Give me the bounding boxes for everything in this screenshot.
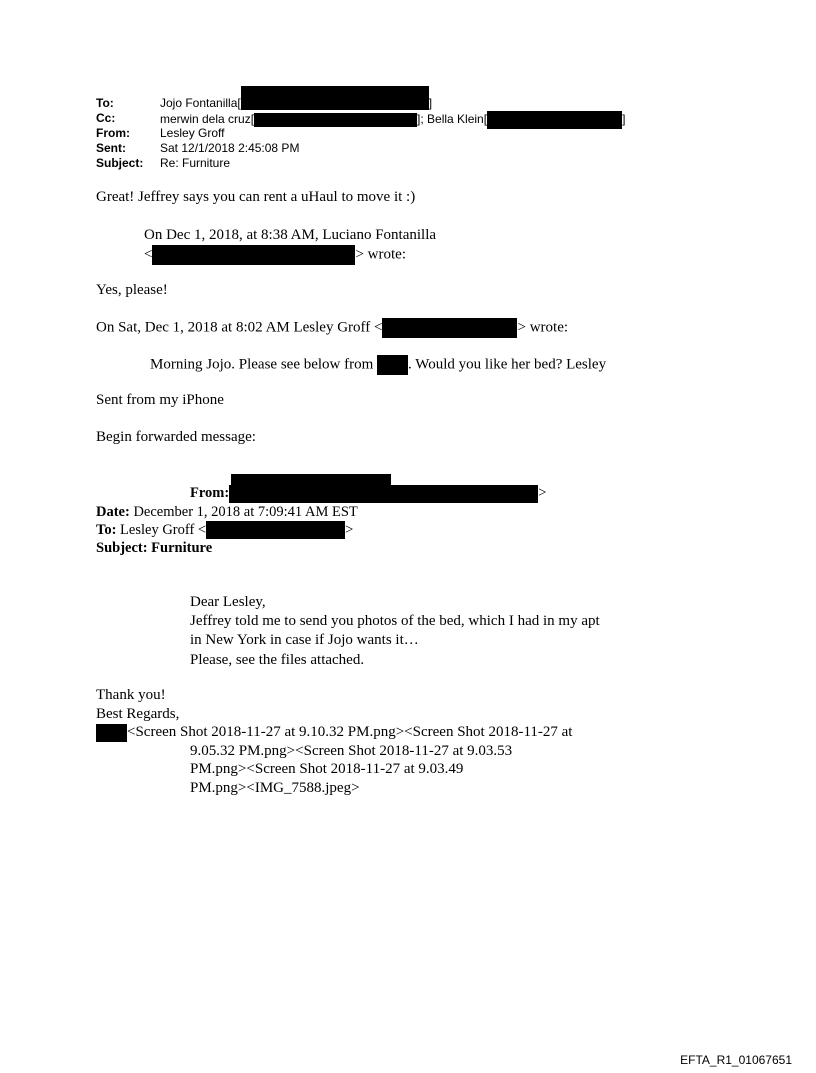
cc-mid: ]; Bella Klein[ xyxy=(417,112,488,127)
subject-label: Subject: xyxy=(96,156,144,170)
fwd-to-value: Lesley Groff < xyxy=(120,521,207,538)
thanks-text: Thank you! xyxy=(96,687,166,703)
morning-prefix: Morning Jojo. Please see below from xyxy=(150,356,374,373)
forwarded-header xyxy=(96,484,546,557)
yes-text: Yes, please! xyxy=(96,282,168,298)
redaction-block xyxy=(377,355,408,375)
redaction-block xyxy=(206,521,345,539)
fwd-date-value: December 1, 2018 at 7:09:41 AM EST xyxy=(133,503,358,520)
reply-text: Great! Jeffrey says you can rent a uHaul to move it :) xyxy=(96,189,416,205)
fwd-from-close: > xyxy=(538,485,547,501)
quote1-line1: On Dec 1, 2018, at 8:38 AM, Luciano Fontanilla xyxy=(144,227,437,243)
redaction-block xyxy=(254,113,417,127)
redaction-block xyxy=(229,485,538,503)
attachment-line-3: PM.png><Screen Shot 2018-11-27 at 9.03.49 xyxy=(190,761,464,778)
quote1-line2 xyxy=(144,245,406,265)
fwd-to-row xyxy=(96,521,546,540)
fwd-from-label: From: xyxy=(190,485,230,501)
bates-number: EFTA_R1_01067651 xyxy=(680,1053,792,1067)
redaction-block xyxy=(96,724,127,742)
regards-text: Best Regards, xyxy=(96,705,180,722)
message-line-1: Jeffrey told me to send you photos of the bed, which I had in my apt xyxy=(190,613,600,630)
fwd-to-label: To: xyxy=(96,521,117,538)
from-label: From: xyxy=(96,126,130,140)
fwd-to-close: > xyxy=(345,521,354,538)
morning-suffix: . Would you like her bed? Lesley xyxy=(408,356,607,373)
from-value: Lesley Groff xyxy=(160,126,225,140)
to-close: ] xyxy=(428,96,433,110)
quote2-suffix: > wrote: xyxy=(517,319,569,336)
signoff-block xyxy=(96,686,572,797)
to-value: Jojo Fontanilla[ xyxy=(160,96,241,110)
sent-from-text: Sent from my iPhone xyxy=(96,392,224,408)
cc-close: ] xyxy=(622,112,626,127)
attachment-text-1: <Screen Shot 2018-11-27 at 9.10.32 PM.png><Screen Shot 2018-11-27 at xyxy=(127,724,573,740)
message-line-2: in New York in case if Jojo wants it… xyxy=(190,632,419,649)
cc-value: merwin dela cruz[ xyxy=(160,112,255,127)
redaction-block xyxy=(487,111,622,129)
cc-label: Cc: xyxy=(96,111,116,125)
subject-value: Re: Furniture xyxy=(160,156,231,170)
quote1-close: > wrote: xyxy=(355,246,406,263)
redaction-block xyxy=(382,318,517,338)
quote2-line xyxy=(96,318,568,338)
fwd-subject: Subject: Furniture xyxy=(96,540,213,557)
fwd-date-label: Date: xyxy=(96,503,130,520)
forwarded-message xyxy=(190,593,600,670)
morning-line xyxy=(150,355,606,375)
to-label: To: xyxy=(96,96,114,110)
quote1-open: < xyxy=(144,246,153,263)
quote2-prefix: On Sat, Dec 1, 2018 at 8:02 AM Lesley Groff < xyxy=(96,319,383,336)
message-line-3: Please, see the files attached. xyxy=(190,651,365,668)
begin-forwarded-text: Begin forwarded message: xyxy=(96,429,256,445)
attachment-line-1 xyxy=(96,723,572,742)
greeting: Dear Lesley, xyxy=(190,594,266,610)
redaction-block xyxy=(241,86,429,110)
attachment-line-4: PM.png><IMG_7588.jpeg> xyxy=(190,779,360,796)
fwd-from-row xyxy=(96,484,546,503)
fwd-date-row xyxy=(96,503,546,521)
sent-label: Sent: xyxy=(96,141,126,155)
attachment-line-2: 9.05.32 PM.png><Screen Shot 2018-11-27 at 9.03.53 xyxy=(190,742,513,759)
sent-value: Sat 12/1/2018 2:45:08 PM xyxy=(160,141,300,155)
redaction-block xyxy=(152,245,355,265)
